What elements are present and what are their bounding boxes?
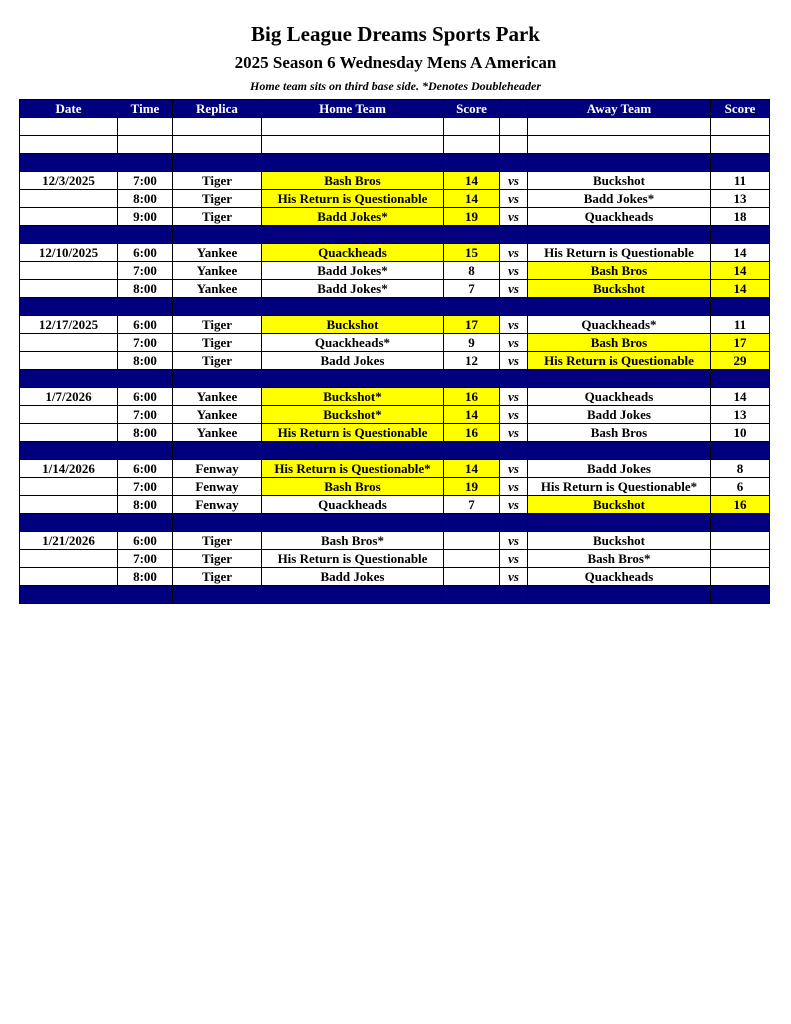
week-separator-row	[20, 154, 770, 172]
away-team-cell: His Return is Questionable	[528, 352, 711, 370]
home-team-cell: Badd Jokes	[262, 352, 444, 370]
replica-field-cell: Yankee	[173, 406, 262, 424]
time-cell: 7:00	[118, 262, 173, 280]
game-row	[20, 208, 770, 226]
time-cell: 7:00	[118, 478, 173, 496]
game-row	[20, 388, 770, 406]
home-team-cell: Quackheads	[262, 244, 444, 262]
away-score-cell: 11	[711, 172, 770, 190]
home-team-cell: His Return is Questionable	[262, 190, 444, 208]
replica-field-cell: Tiger	[173, 352, 262, 370]
away-team-cell: Bash Bros	[528, 262, 711, 280]
time-cell: 7:00	[118, 406, 173, 424]
page-title: Big League Dreams Sports Park	[251, 22, 540, 46]
home-score-cell: 19	[444, 478, 500, 496]
away-score-cell: 11	[711, 316, 770, 334]
replica-field-cell: Yankee	[173, 388, 262, 406]
home-team-cell: Buckshot*	[262, 406, 444, 424]
col-header-home-team: Home Team	[262, 100, 444, 118]
date-cell: 12/10/2025	[20, 244, 118, 262]
home-score-cell: 14	[444, 172, 500, 190]
home-team-cell: Bash Bros	[262, 478, 444, 496]
away-team-cell: Buckshot	[528, 532, 711, 550]
away-score-cell: 14	[711, 244, 770, 262]
away-team-cell: Badd Jokes	[528, 406, 711, 424]
away-team-cell: Buckshot	[528, 280, 711, 298]
col-header-date: Date	[20, 100, 118, 118]
replica-field-cell: Yankee	[173, 262, 262, 280]
home-team-cell: Quackheads*	[262, 334, 444, 352]
vs-cell: vs	[500, 406, 528, 424]
blank-row	[20, 136, 770, 154]
time-cell: 9:00	[118, 208, 173, 226]
vs-cell: vs	[500, 550, 528, 568]
home-score-cell: 16	[444, 388, 500, 406]
replica-field-cell: Tiger	[173, 550, 262, 568]
schedule-table	[19, 99, 770, 604]
replica-field-cell: Fenway	[173, 478, 262, 496]
home-team-cell: Badd Jokes*	[262, 280, 444, 298]
replica-field-cell: Fenway	[173, 496, 262, 514]
date-cell	[20, 280, 118, 298]
home-score-cell: 7	[444, 280, 500, 298]
vs-cell: vs	[500, 244, 528, 262]
date-cell	[20, 406, 118, 424]
away-score-cell: 6	[711, 478, 770, 496]
away-team-cell: Buckshot	[528, 496, 711, 514]
vs-cell: vs	[500, 334, 528, 352]
replica-field-cell: Yankee	[173, 280, 262, 298]
time-cell: 6:00	[118, 532, 173, 550]
replica-field-cell: Tiger	[173, 190, 262, 208]
home-score-cell: 14	[444, 406, 500, 424]
away-team-cell: Buckshot	[528, 172, 711, 190]
game-row	[20, 280, 770, 298]
vs-cell: vs	[500, 478, 528, 496]
home-team-cell: Badd Jokes*	[262, 262, 444, 280]
home-score-cell: 15	[444, 244, 500, 262]
replica-field-cell: Tiger	[173, 532, 262, 550]
date-cell	[20, 190, 118, 208]
time-cell: 7:00	[118, 172, 173, 190]
away-score-cell: 18	[711, 208, 770, 226]
date-cell: 12/17/2025	[20, 316, 118, 334]
away-team-cell: His Return is Questionable*	[528, 478, 711, 496]
away-score-cell: 10	[711, 424, 770, 442]
date-cell	[20, 568, 118, 586]
home-score-cell	[444, 568, 500, 586]
game-row	[20, 460, 770, 478]
home-team-cell: Bash Bros	[262, 172, 444, 190]
game-row	[20, 316, 770, 334]
replica-field-cell: Tiger	[173, 316, 262, 334]
away-score-cell: 17	[711, 334, 770, 352]
week-separator-row	[20, 370, 770, 388]
home-team-cell: Badd Jokes	[262, 568, 444, 586]
vs-cell: vs	[500, 316, 528, 334]
home-team-cell: Badd Jokes*	[262, 208, 444, 226]
home-team-cell: His Return is Questionable*	[262, 460, 444, 478]
page-subtitle: 2025 Season 6 Wednesday Mens A American	[234, 53, 557, 72]
vs-cell: vs	[500, 568, 528, 586]
col-header-replica: Replica	[173, 100, 262, 118]
vs-cell: vs	[500, 262, 528, 280]
away-score-cell: 14	[711, 262, 770, 280]
date-cell	[20, 550, 118, 568]
away-team-cell: Quackheads	[528, 568, 711, 586]
home-team-cell: His Return is Questionable	[262, 424, 444, 442]
home-score-cell: 14	[444, 460, 500, 478]
away-score-cell	[711, 568, 770, 586]
week-separator-row	[20, 298, 770, 316]
away-team-cell: Badd Jokes	[528, 460, 711, 478]
time-cell: 6:00	[118, 244, 173, 262]
time-cell: 6:00	[118, 316, 173, 334]
date-cell: 1/21/2026	[20, 532, 118, 550]
away-score-cell: 14	[711, 280, 770, 298]
game-row	[20, 424, 770, 442]
date-cell	[20, 424, 118, 442]
week-separator-row	[20, 514, 770, 532]
home-score-cell	[444, 532, 500, 550]
schedule-body	[20, 118, 770, 604]
game-row	[20, 262, 770, 280]
col-header-away-score: Score	[711, 100, 770, 118]
game-row	[20, 244, 770, 262]
time-cell: 6:00	[118, 388, 173, 406]
replica-field-cell: Fenway	[173, 460, 262, 478]
away-team-cell: Quackheads	[528, 388, 711, 406]
home-score-cell	[444, 550, 500, 568]
game-row	[20, 478, 770, 496]
away-team-cell: Bash Bros	[528, 424, 711, 442]
week-separator-row	[20, 226, 770, 244]
away-score-cell: 29	[711, 352, 770, 370]
time-cell: 8:00	[118, 568, 173, 586]
time-cell: 8:00	[118, 496, 173, 514]
time-cell: 8:00	[118, 280, 173, 298]
date-cell	[20, 478, 118, 496]
game-row	[20, 172, 770, 190]
home-team-cell: Buckshot*	[262, 388, 444, 406]
blank-row	[20, 118, 770, 136]
replica-field-cell: Tiger	[173, 568, 262, 586]
week-separator-row	[20, 586, 770, 604]
replica-field-cell: Tiger	[173, 208, 262, 226]
away-score-cell: 14	[711, 388, 770, 406]
vs-cell: vs	[500, 460, 528, 478]
away-team-cell: Bash Bros*	[528, 550, 711, 568]
away-score-cell	[711, 550, 770, 568]
home-score-cell: 17	[444, 316, 500, 334]
time-cell: 6:00	[118, 460, 173, 478]
page-note: Home team sits on third base side. *Denotes Doubleheader	[250, 79, 541, 93]
time-cell: 7:00	[118, 334, 173, 352]
replica-field-cell: Yankee	[173, 424, 262, 442]
date-cell	[20, 334, 118, 352]
col-header-vs	[500, 100, 528, 118]
vs-cell: vs	[500, 388, 528, 406]
date-cell: 12/3/2025	[20, 172, 118, 190]
home-team-cell: Quackheads	[262, 496, 444, 514]
game-row	[20, 568, 770, 586]
home-score-cell: 7	[444, 496, 500, 514]
game-row	[20, 190, 770, 208]
away-team-cell: Bash Bros	[528, 334, 711, 352]
away-score-cell: 8	[711, 460, 770, 478]
time-cell: 8:00	[118, 352, 173, 370]
week-separator-row	[20, 442, 770, 460]
vs-cell: vs	[500, 532, 528, 550]
date-cell	[20, 352, 118, 370]
time-cell: 7:00	[118, 550, 173, 568]
away-team-cell: His Return is Questionable	[528, 244, 711, 262]
away-team-cell: Quackheads*	[528, 316, 711, 334]
date-cell: 1/7/2026	[20, 388, 118, 406]
home-team-cell: His Return is Questionable	[262, 550, 444, 568]
home-team-cell: Bash Bros*	[262, 532, 444, 550]
vs-cell: vs	[500, 190, 528, 208]
away-score-cell	[711, 532, 770, 550]
game-row	[20, 532, 770, 550]
home-score-cell: 19	[444, 208, 500, 226]
home-score-cell: 16	[444, 424, 500, 442]
away-score-cell: 16	[711, 496, 770, 514]
vs-cell: vs	[500, 172, 528, 190]
game-row	[20, 352, 770, 370]
replica-field-cell: Tiger	[173, 334, 262, 352]
away-score-cell: 13	[711, 406, 770, 424]
vs-cell: vs	[500, 496, 528, 514]
col-header-time: Time	[118, 100, 173, 118]
time-cell: 8:00	[118, 424, 173, 442]
col-header-home-score: Score	[444, 100, 500, 118]
vs-cell: vs	[500, 424, 528, 442]
home-score-cell: 9	[444, 334, 500, 352]
col-header-away-team: Away Team	[528, 100, 711, 118]
game-row	[20, 406, 770, 424]
date-cell	[20, 496, 118, 514]
header-row	[20, 100, 770, 118]
replica-field-cell: Tiger	[173, 172, 262, 190]
vs-cell: vs	[500, 280, 528, 298]
home-score-cell: 12	[444, 352, 500, 370]
game-row	[20, 550, 770, 568]
away-team-cell: Quackheads	[528, 208, 711, 226]
home-score-cell: 14	[444, 190, 500, 208]
game-row	[20, 334, 770, 352]
replica-field-cell: Yankee	[173, 244, 262, 262]
home-score-cell: 8	[444, 262, 500, 280]
home-team-cell: Buckshot	[262, 316, 444, 334]
date-cell	[20, 208, 118, 226]
date-cell: 1/14/2026	[20, 460, 118, 478]
away-team-cell: Badd Jokes*	[528, 190, 711, 208]
date-cell	[20, 262, 118, 280]
game-row	[20, 496, 770, 514]
vs-cell: vs	[500, 352, 528, 370]
vs-cell: vs	[500, 208, 528, 226]
time-cell: 8:00	[118, 190, 173, 208]
away-score-cell: 13	[711, 190, 770, 208]
